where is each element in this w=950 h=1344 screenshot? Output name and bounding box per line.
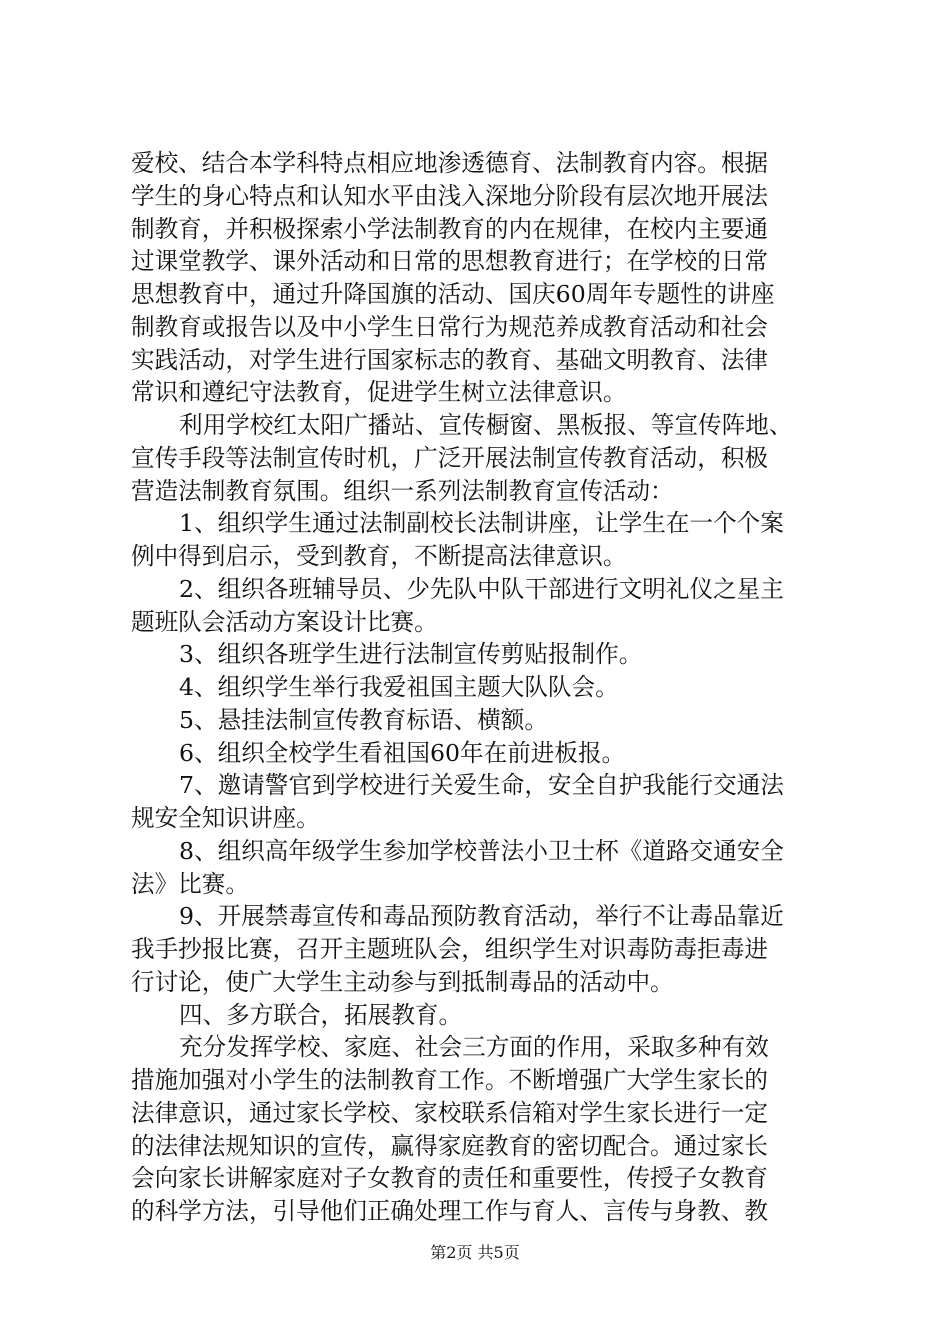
text-line: 4、组织学生举行我爱祖国主题大队队会。 — [179, 673, 619, 701]
text-line: 9、开展禁毒宣传和毒品预防教育活动，举行不让毒品靠近 — [179, 902, 784, 931]
text-line: 四、多方联合，拓展教育。 — [179, 1000, 463, 1029]
page-footer: 第2页 共5页 — [430, 1243, 520, 1262]
text-line: 营造法制教育氛围。组织一系列法制教育宣传活动： — [131, 476, 674, 505]
text-line: 制教育，并积极探索小学法制教育的内在规律，在校内主要通 — [131, 214, 769, 243]
text-line: 充分发挥学校、家庭、社会三方面的作用，采取多种有效 — [179, 1033, 769, 1062]
text-line: 思想教育中，通过升降国旗的活动、国庆60周年专题性的讲座 — [131, 280, 775, 308]
text-line: 1、组织学生通过法制副校长法制讲座，让学生在一个个案 — [179, 509, 784, 538]
text-line: 规安全知识讲座。 — [131, 804, 320, 832]
text-line: 3、组织各班学生进行法制宣传剪贴报制作。 — [179, 640, 643, 669]
document-body — [131, 147, 821, 1228]
text-line: 8、组织高年级学生参加学校普法小卫士杯《道路交通安全 — [179, 836, 784, 865]
text-line: 我手抄报比赛，召开主题班队会，组织学生对识毒防毒拒毒进 — [131, 935, 769, 963]
text-line: 过课堂教学、课外活动和日常的思想教育进行；在学校的日常 — [131, 247, 769, 276]
text-line: 的科学方法，引导他们正确处理工作与育人、言传与身教、教 — [131, 1197, 769, 1225]
text-line: 实践活动，对学生进行国家标志的教育、基础文明教育、法律 — [131, 345, 769, 374]
text-line: 的法律法规知识的宣传，赢得家庭教育的密切配合。通过家长 — [131, 1131, 769, 1160]
text-line: 制教育或报告以及中小学生日常行为规范养成教育活动和社会 — [131, 312, 769, 341]
text-line: 会向家长讲解家庭对子女教育的责任和重要性，传授子女教育 — [131, 1164, 769, 1193]
text-line: 法律意识，通过家长学校、家校联系信箱对学生家长进行一定 — [131, 1098, 769, 1127]
text-line: 5、悬挂法制宣传教育标语、横额。 — [179, 705, 548, 734]
text-line: 学生的身心特点和认知水平由浅入深地分阶段有层次地开展法 — [131, 181, 769, 210]
text-line: 2、组织各班辅导员、少先队中队干部进行文明礼仪之星主 — [179, 574, 784, 603]
text-line: 常识和遵纪守法教育，促进学生树立法律意识。 — [131, 378, 627, 407]
text-line: 措施加强对小学生的法制教育工作。不断增强广大学生家长的 — [131, 1066, 769, 1094]
text-line: 7、邀请警官到学校进行关爱生命，安全自护我能行交通法 — [179, 771, 784, 800]
text-line: 法》比赛。 — [131, 869, 249, 898]
text-line: 宣传手段等法制宣传时机，广泛开展法制宣传教育活动，积极 — [131, 443, 769, 472]
text-line: 例中得到启示，受到教育，不断提高法律意识。 — [131, 542, 627, 570]
text-line: 6、组织全校学生看祖国60年在前进板报。 — [179, 738, 626, 767]
text-line: 题班队会活动方案设计比赛。 — [131, 607, 438, 636]
text-line: 利用学校红太阳广播站、宣传橱窗、黑板报、等宣传阵地、 — [179, 411, 793, 439]
text-line: 爱校、结合本学科特点相应地渗透德育、法制教育内容。根据 — [131, 149, 769, 177]
text-line: 行讨论，使广大学生主动参与到抵制毒品的活动中。 — [131, 967, 674, 996]
